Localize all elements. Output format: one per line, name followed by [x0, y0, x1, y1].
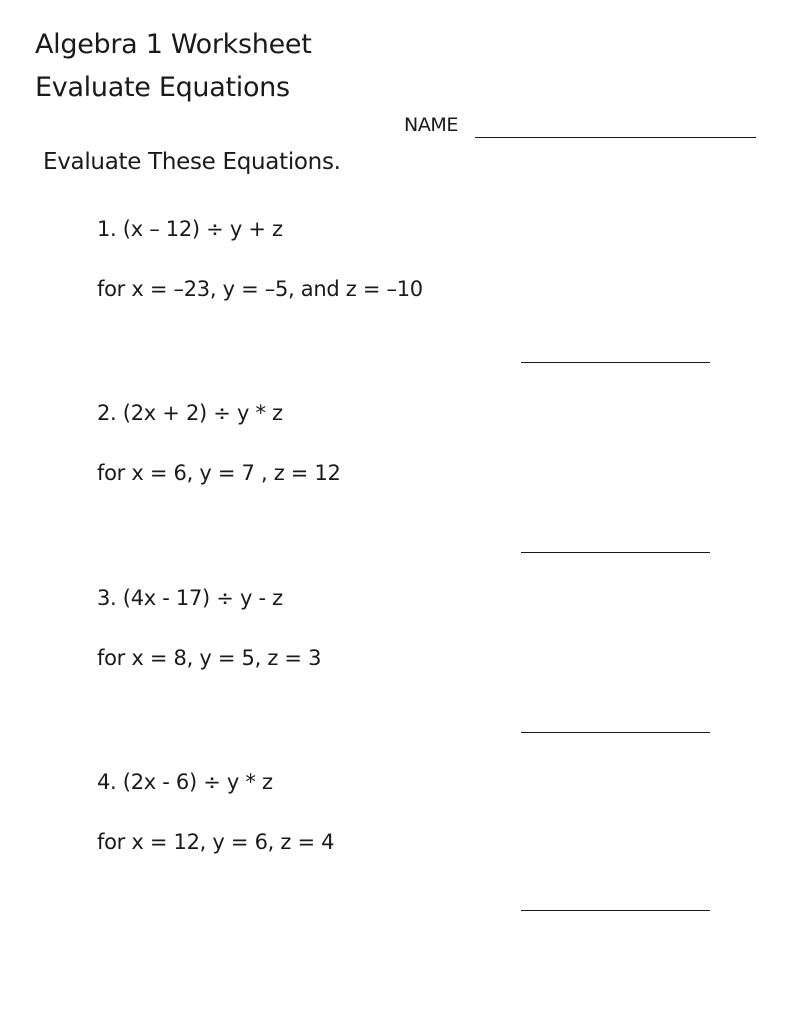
worksheet-title: Algebra 1 Worksheet	[35, 29, 312, 60]
problem-expression: 2. (2x + 2) ÷ y * z	[97, 401, 283, 425]
problem-2	[97, 398, 717, 558]
name-label: NAME	[404, 114, 459, 136]
answer-line[interactable]	[521, 732, 710, 733]
problem-3	[97, 583, 717, 743]
answer-line[interactable]	[521, 552, 710, 553]
problem-expression: 1. (x – 12) ÷ y + z	[97, 217, 283, 241]
problem-values: for x = –23, y = –5, and z = –10	[97, 277, 423, 301]
answer-line[interactable]	[521, 362, 710, 363]
problem-1	[97, 214, 717, 374]
name-field	[404, 112, 756, 142]
problem-expression: 3. (4x - 17) ÷ y - z	[97, 586, 283, 610]
instructions: Evaluate These Equations.	[43, 149, 341, 175]
problem-expression: 4. (2x - 6) ÷ y * z	[97, 770, 273, 794]
problem-4	[97, 767, 717, 927]
problem-values: for x = 6, y = 7 , z = 12	[97, 461, 341, 485]
answer-line[interactable]	[521, 910, 710, 911]
problem-values: for x = 12, y = 6, z = 4	[97, 830, 335, 854]
problem-values: for x = 8, y = 5, z = 3	[97, 646, 322, 670]
name-write-line[interactable]	[475, 137, 756, 138]
worksheet-subtitle: Evaluate Equations	[35, 72, 290, 103]
